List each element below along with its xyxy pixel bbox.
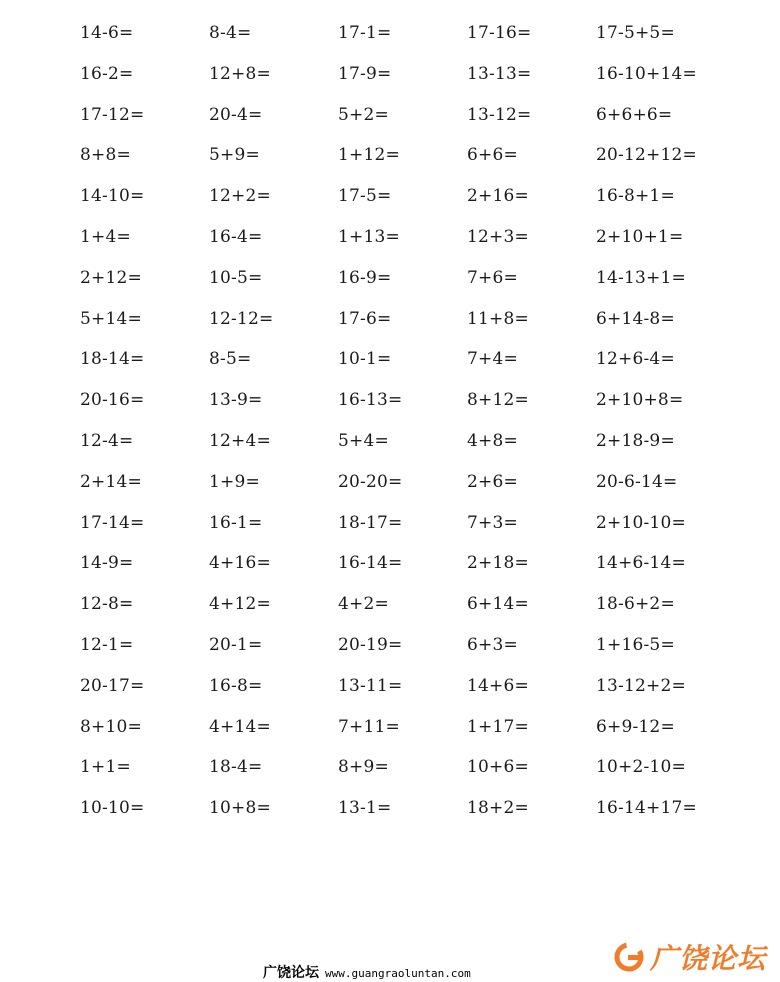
- math-problem: 12+8=: [209, 63, 271, 84]
- math-problem: 2+14=: [80, 471, 142, 492]
- math-problem: 6+6+6=: [596, 104, 673, 125]
- math-problem: 5+4=: [338, 430, 389, 451]
- row-spacer: [0, 95, 80, 136]
- math-problem: 14+6-14=: [596, 553, 686, 574]
- footer: [263, 962, 471, 982]
- math-problem: 16-10+14=: [596, 63, 697, 84]
- math-problem: 2+10+8=: [596, 390, 684, 411]
- math-problem: 12+3=: [467, 226, 529, 247]
- math-problem: 12+4=: [209, 430, 271, 451]
- math-problem: 8+9=: [338, 757, 389, 778]
- footer-brand: 广饶论坛: [263, 965, 319, 981]
- row-spacer: [0, 299, 80, 340]
- math-problem: 2+10+1=: [596, 226, 684, 247]
- math-problem: 18-4=: [209, 757, 263, 778]
- math-problem: 20-19=: [338, 634, 403, 655]
- math-problem: 1+12=: [338, 145, 400, 166]
- math-problem: 4+14=: [209, 716, 271, 737]
- math-problem: 14-9=: [80, 553, 134, 574]
- math-problem: 16-13=: [338, 390, 403, 411]
- math-problem: 16-9=: [338, 267, 392, 288]
- math-problem: 16-14+17=: [596, 798, 697, 819]
- math-problem: 17-5=: [338, 186, 392, 207]
- row-spacer: [0, 788, 80, 829]
- math-problem: 12+2=: [209, 186, 271, 207]
- math-problem: 20-20=: [338, 471, 403, 492]
- row-spacer: [0, 54, 80, 95]
- math-problem: 13-11=: [338, 675, 403, 696]
- math-problem: 5+14=: [80, 308, 142, 329]
- math-problem: 20-1=: [209, 634, 263, 655]
- row-spacer: [0, 421, 80, 462]
- math-problem: 8+10=: [80, 716, 142, 737]
- row-spacer: [0, 707, 80, 748]
- math-problem: 16-8+1=: [596, 186, 675, 207]
- math-problem: 1+9=: [209, 471, 260, 492]
- math-problem: 6+14-8=: [596, 308, 675, 329]
- math-problem: 18-6+2=: [596, 594, 675, 615]
- math-problem: 1+1=: [80, 757, 131, 778]
- math-problem: 20-16=: [80, 390, 145, 411]
- math-problem: 16-14=: [338, 553, 403, 574]
- math-problem: 13-9=: [209, 390, 263, 411]
- math-problem: 13-13=: [467, 63, 532, 84]
- math-problem: 2+18-9=: [596, 430, 675, 451]
- math-problem: 2+6=: [467, 471, 518, 492]
- g-swirl-icon: [612, 940, 646, 974]
- math-problem: 14-13+1=: [596, 267, 686, 288]
- math-problem: 10-5=: [209, 267, 263, 288]
- math-problem: 17-5+5=: [596, 23, 675, 43]
- math-problem: 16-1=: [209, 512, 263, 533]
- math-problem: 20-12+12=: [596, 145, 697, 166]
- math-problem: 17-12=: [80, 104, 145, 125]
- math-problem: 8+12=: [467, 390, 529, 411]
- math-problem: 14-6=: [80, 23, 134, 43]
- math-problem: 4+8=: [467, 430, 518, 451]
- row-spacer: [0, 380, 80, 421]
- row-spacer: [0, 543, 80, 584]
- math-problem: 11+8=: [467, 308, 529, 329]
- math-problem: 1+4=: [80, 226, 131, 247]
- math-problem: 8+8=: [80, 145, 131, 166]
- math-problem: 12-4=: [80, 430, 134, 451]
- math-problem: 6+3=: [467, 634, 518, 655]
- math-problem: 12-12=: [209, 308, 274, 329]
- math-problem: 13-12+2=: [596, 675, 686, 696]
- math-problem: 12-8=: [80, 594, 134, 615]
- math-problem: 20-4=: [209, 104, 263, 125]
- row-spacer: [0, 339, 80, 380]
- math-problem: 13-1=: [338, 798, 392, 819]
- math-problem: 6+14=: [467, 594, 529, 615]
- row-spacer: [0, 747, 80, 788]
- math-problem: 17-6=: [338, 308, 392, 329]
- math-problem: 18-14=: [80, 349, 145, 370]
- math-problem: 6+9-12=: [596, 716, 675, 737]
- math-problem: 7+4=: [467, 349, 518, 370]
- row-spacer: [0, 258, 80, 299]
- math-problem: 10+2-10=: [596, 757, 686, 778]
- math-problem: 8-5=: [209, 349, 252, 370]
- row-spacer: [0, 176, 80, 217]
- math-problem: 18+2=: [467, 798, 529, 819]
- logo-text: 广饶论坛: [650, 942, 767, 975]
- math-problem: 16-8=: [209, 675, 263, 696]
- row-spacer: [0, 135, 80, 176]
- math-problem: 2+16=: [467, 186, 529, 207]
- math-problem: 20-6-14=: [596, 471, 678, 492]
- math-problem: 10-1=: [338, 349, 392, 370]
- math-problem: 12+6-4=: [596, 349, 675, 370]
- math-problem: 4+12=: [209, 594, 271, 615]
- math-problem: 10-10=: [80, 798, 145, 819]
- math-problem: 4+2=: [338, 594, 389, 615]
- math-problem: 14+6=: [467, 675, 529, 696]
- math-problem: 1+13=: [338, 226, 400, 247]
- math-problem: 2+18=: [467, 553, 529, 574]
- math-problem: 5+2=: [338, 104, 389, 125]
- math-problem: 16-4=: [209, 226, 263, 247]
- math-problem: 17-9=: [338, 63, 392, 84]
- math-problem: 5+9=: [209, 145, 260, 166]
- math-problem: 12-1=: [80, 634, 134, 655]
- math-problem: 17-14=: [80, 512, 145, 533]
- row-spacer: [0, 625, 80, 666]
- math-problem: 16-2=: [80, 63, 134, 84]
- exercise-grid: [0, 13, 780, 829]
- math-problem: 4+16=: [209, 553, 271, 574]
- math-problem: 18-17=: [338, 512, 403, 533]
- math-problem: 6+6=: [467, 145, 518, 166]
- row-spacer: [0, 217, 80, 258]
- math-problem: 1+17=: [467, 716, 529, 737]
- row-spacer: [0, 503, 80, 544]
- row-spacer: [0, 13, 80, 54]
- math-problem: 2+12=: [80, 267, 142, 288]
- math-problem: 13-12=: [467, 104, 532, 125]
- math-problem: 2+10-10=: [596, 512, 686, 533]
- math-problem: 7+6=: [467, 267, 518, 288]
- row-spacer: [0, 584, 80, 625]
- math-problem: 14-10=: [80, 186, 145, 207]
- math-problem: 7+11=: [338, 716, 400, 737]
- math-problem: 17-16=: [467, 23, 532, 43]
- math-problem: 1+16-5=: [596, 634, 675, 655]
- site-logo: [612, 936, 780, 978]
- math-problem: 7+3=: [467, 512, 518, 533]
- math-problem: 17-1=: [338, 23, 392, 43]
- math-problem: 10+8=: [209, 798, 271, 819]
- row-spacer: [0, 462, 80, 503]
- math-problem: 8-4=: [209, 23, 252, 43]
- math-problem: 20-17=: [80, 675, 145, 696]
- row-spacer: [0, 666, 80, 707]
- math-problem: 10+6=: [467, 757, 529, 778]
- footer-url: www.guangraoluntan.com: [325, 967, 471, 980]
